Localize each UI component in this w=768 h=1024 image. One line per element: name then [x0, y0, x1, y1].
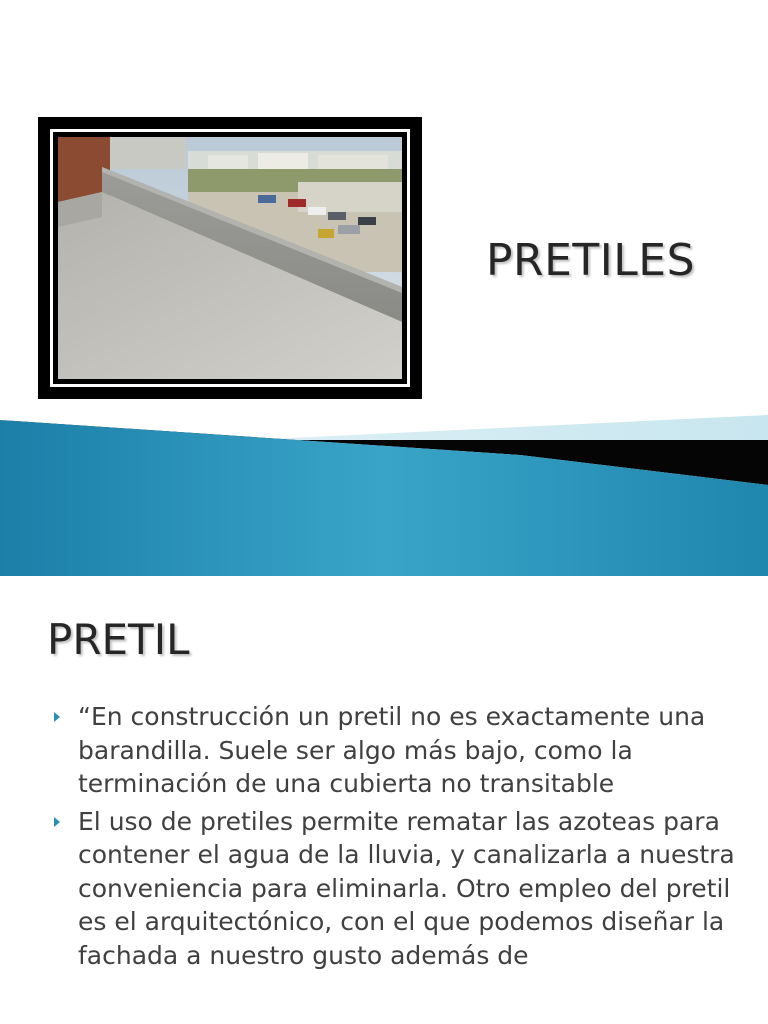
triangle-bullet-icon — [54, 712, 60, 722]
bullet-list — [54, 700, 744, 976]
decorative-wave — [0, 400, 768, 576]
bullet-text: “En construcción un pretil no es exactamente una barandilla. Suele ser algo más bajo, como la terminación de una cubierta no transitable — [78, 702, 706, 798]
rooftop-parapet-photo — [58, 137, 402, 379]
triangle-bullet-icon — [54, 817, 60, 827]
slide-title: PRETILES — [486, 235, 696, 286]
list-item — [54, 700, 744, 801]
list-item — [54, 805, 744, 973]
photo-frame — [38, 117, 422, 399]
bullet-text: El uso de pretiles permite rematar las azoteas para contener el agua de la lluvia, y canalizarla a nuestra conveniencia para eliminarla. Otro empleo del pretil es el arquitectónico, con el que podemos diseñar la fachada a nuestro gusto además de — [78, 806, 735, 970]
section-title: PRETIL — [47, 615, 190, 664]
